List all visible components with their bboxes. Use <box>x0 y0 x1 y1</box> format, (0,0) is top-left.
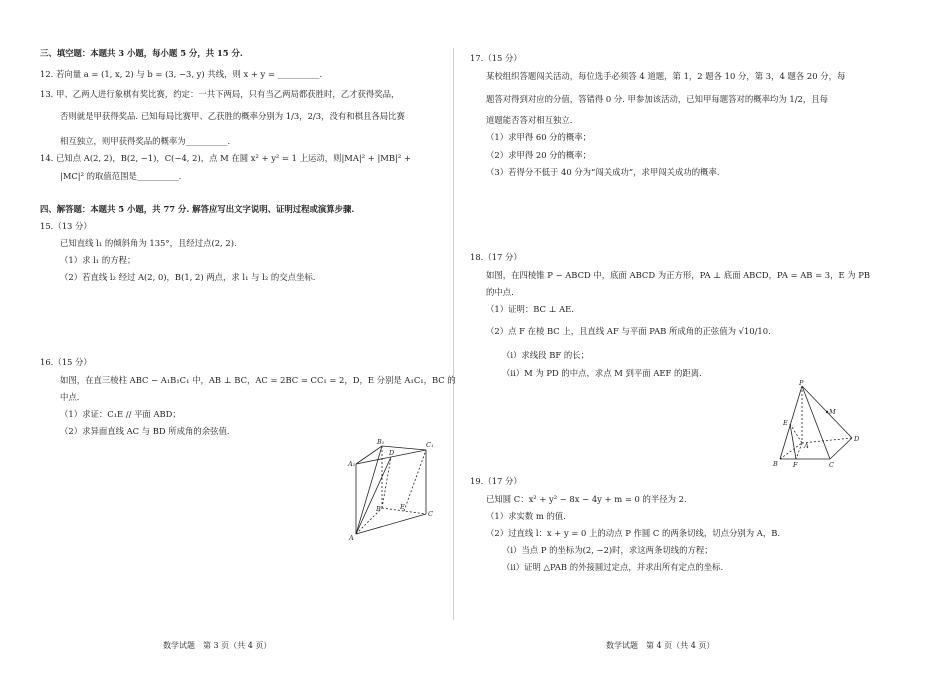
question-16-title: 16.（15 分） <box>40 357 92 367</box>
question-19-line-4: （ⅰ）当点 P 的坐标为(2, −2)时，求这两条切线的方程； <box>502 545 713 555</box>
prism-label-a: A <box>349 534 354 542</box>
pyramid-figure <box>768 380 868 475</box>
question-19-line-5: （ⅱ）证明 △PAB 的外接圆过定点，并求出所有定点的坐标. <box>502 562 724 572</box>
pyramid-label-d: D <box>854 435 860 443</box>
page-footer-right: 数学试题 第 4 页（共 4 页） <box>606 641 715 650</box>
section-4-heading: 四、解答题：本题共 5 小题，共 77 分. 解答应写出文字说明、证明过程或演算步骤. <box>40 204 355 214</box>
question-16-line-1: 如图，在直三棱柱 ABC − A₁B₁C₁ 中，AB ⊥ BC，AC = 2BC = CC₁ = 2，D，E 分别是 A₁C₁，BC 的 <box>60 375 456 385</box>
page-footer-left: 数学试题 第 3 页（共 4 页） <box>163 641 272 650</box>
pyramid-label-e: E <box>783 419 788 427</box>
question-17-title: 17.（15 分） <box>470 53 522 63</box>
question-15-title: 15.（13 分） <box>40 221 92 231</box>
page-divider <box>453 48 454 620</box>
question-16-line-4: （2）求异面直线 AC 与 BD 所成角的余弦值. <box>60 426 230 436</box>
question-13-line-2: 否则就是甲获得奖品. 已知每局比赛甲、乙获胜的概率分别为 1/3，2/3，没有和棋且各局比赛 <box>60 111 405 121</box>
question-15-line-2: （1）求 l₁ 的方程； <box>60 255 136 265</box>
question-17-line-5: （2）求甲得 20 分的概率； <box>486 150 592 160</box>
question-18-title: 18.（17 分） <box>470 252 522 262</box>
question-19-line-2: （1）求实数 m 的值. <box>486 511 566 521</box>
question-17-line-2: 题答对得到对应的分值，答错得 0 分. 甲参加该活动，已知甲每题答对的概率均为 1/2，且每 <box>486 94 828 104</box>
pyramid-label-a: A <box>804 442 809 450</box>
pyramid-label-c: C <box>829 461 834 469</box>
question-17-line-4: （1）求甲得 60 分的概率； <box>486 132 592 142</box>
question-18-line-6: （ⅱ）M 为 PD 的中点，求点 M 到平面 AEF 的距离. <box>502 368 702 378</box>
prism-figure <box>340 436 440 546</box>
pyramid-label-f: F <box>793 461 798 469</box>
question-14-line-1: 14. 已知点 A(2, 2)，B(2, −1)，C(−4, 2)，点 M 在圆 x² + y² = 1 上运动，则|MA|² + |MB|² + <box>40 153 411 163</box>
prism-label-b: B <box>376 505 381 513</box>
pyramid-label-b: B <box>773 460 778 468</box>
prism-label-d: D <box>389 449 395 457</box>
question-17-line-6: （3）若得分不低于 40 分为“闯关成功”，求甲闯关成功的概率. <box>486 167 720 177</box>
question-18-line-4: （2）点 F 在棱 BC 上，且直线 AF 与平面 PAB 所成角的正弦值为 √10/10. <box>486 326 771 336</box>
question-17-line-3: 道题能否答对相互独立. <box>486 115 573 125</box>
pyramid-label-m: M <box>829 408 836 416</box>
question-17-line-1: 某校组织答题闯关活动，每位选手必须答 4 道题，第 1，2 题各 10 分，第 3，4 题各 20 分，每 <box>486 71 846 81</box>
question-19-line-3: （2）过直线 l：x + y = 0 上的动点 P 作圆 C 的两条切线，切点分别为 A，B. <box>486 528 781 538</box>
question-15-line-1: 已知直线 l₁ 的倾斜角为 135°，且经过点(2, 2). <box>60 238 237 248</box>
question-14-line-2: |MC|² 的取值范围是__________. <box>60 171 182 181</box>
question-15-line-3: （2）若直线 l₂ 经过 A(2, 0)，B(1, 2) 两点，求 l₁ 与 l₂ 的交点坐标. <box>60 272 316 282</box>
prism-label-b1: B₁ <box>377 438 385 446</box>
question-19-line-1: 已知圆 C：x² + y² − 8x − 4y + m = 0 的半径为 2. <box>486 494 687 504</box>
question-13-line-3: 相互独立，则甲获得奖品的概率为__________. <box>60 136 231 146</box>
question-18-line-1: 如图，在四棱锥 P − ABCD 中，底面 ABCD 为正方形，PA ⊥ 底面 ABCD，PA = AB = 3，E 为 PB <box>486 270 871 280</box>
question-18-line-3: （1）证明：BC ⊥ AE. <box>486 304 574 314</box>
pyramid-label-p: P <box>799 380 804 387</box>
question-19-title: 19.（17 分） <box>470 476 522 486</box>
question-12: 12. 若向量 a = (1, x, 2) 与 b = (3, −3, y) 共线，则 x + y = __________. <box>40 69 323 79</box>
question-13-line-1: 13. 甲、乙两人进行象棋有奖比赛，约定：一共下两局，只有当乙两局都获胜时，乙才获得奖品， <box>40 89 400 99</box>
prism-label-c1: C₁ <box>426 441 434 449</box>
prism-label-a1: A₁ <box>348 460 356 468</box>
question-18-line-2: 的中点. <box>486 287 514 297</box>
question-16-line-2: 中点. <box>60 392 80 402</box>
prism-label-c: C <box>428 510 433 518</box>
section-3-heading: 三、填空题：本题共 3 小题，每小题 5 分，共 15 分. <box>40 48 243 58</box>
prism-label-e: E <box>400 503 405 511</box>
question-16-line-3: （1）求证：C₁E // 平面 ABD； <box>60 409 181 419</box>
question-18-line-5: （ⅰ）求线段 BF 的长； <box>502 350 589 360</box>
